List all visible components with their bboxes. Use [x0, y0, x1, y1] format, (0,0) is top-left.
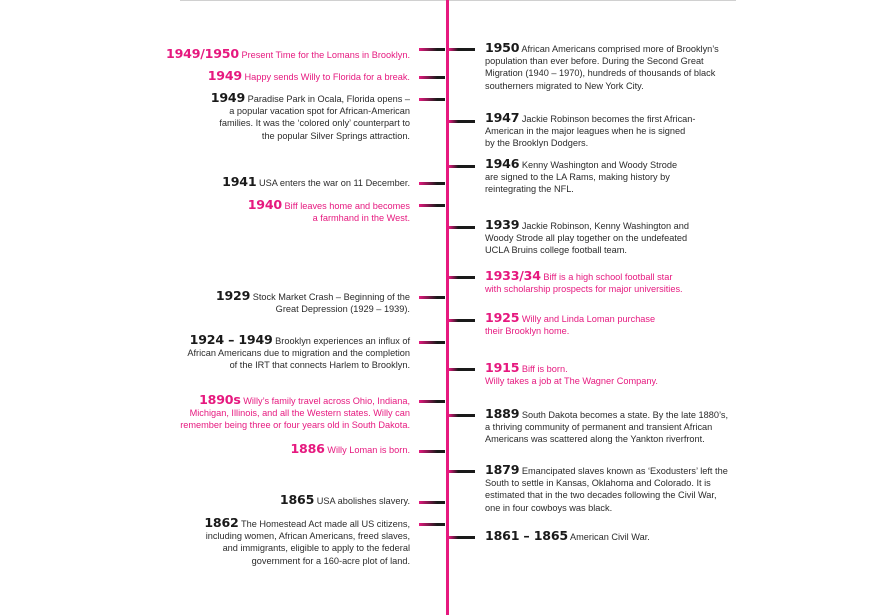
event-text: Willy takes a job at The Wagner Company. — [485, 376, 658, 387]
event-year: 1915 — [485, 360, 520, 375]
timeline-event — [485, 270, 683, 295]
timeline-tick — [419, 341, 445, 344]
event-text: Jackie Robinson becomes the first African- — [521, 114, 696, 124]
event-line — [166, 48, 410, 61]
timeline-tick — [419, 296, 445, 299]
event-line — [485, 433, 728, 445]
timeline-tick — [419, 450, 445, 453]
event-year: 1950 — [485, 40, 520, 55]
event-year: 1949 — [210, 90, 246, 105]
top-rule — [180, 0, 736, 1]
event-text: African Americans due to migration and the completion — [187, 348, 410, 359]
timeline-tick — [449, 319, 475, 322]
event-line — [485, 219, 689, 232]
event-text: UCLA Bruins college football team. — [485, 245, 627, 256]
event-year: 1879 — [485, 462, 520, 477]
timeline-tick — [449, 165, 475, 168]
timeline-tick — [419, 98, 445, 101]
event-line — [208, 70, 410, 83]
event-line — [216, 303, 410, 315]
event-year: 1933/34 — [485, 268, 541, 283]
event-text: are signed to the LA Rams, making history by — [485, 172, 670, 183]
timeline-tick — [419, 400, 445, 403]
event-line — [485, 464, 728, 477]
timeline-tick — [419, 182, 445, 185]
event-line — [485, 171, 677, 183]
event-text: Woody Strode all play together on the undefeated — [485, 233, 688, 244]
event-text: a popular vacation spot for African-American — [229, 106, 410, 117]
event-text: The Homestead Act made all US citizens, — [240, 519, 410, 529]
event-line — [187, 347, 410, 359]
event-text: of the IRT that connects Harlem to Brooklyn. — [229, 360, 410, 371]
event-text: Jackie Robinson, Kenny Washington and — [521, 221, 690, 231]
event-text: Happy sends Willy to Florida for a break. — [244, 72, 410, 82]
event-line — [204, 555, 410, 567]
event-text: estimated that in the two decades following the Civil War, — [485, 490, 717, 501]
timeline-tick — [449, 226, 475, 229]
timeline-axis — [446, 0, 449, 615]
timeline-tick — [449, 368, 475, 371]
event-line — [180, 394, 410, 407]
event-text: USA enters the war on 11 December. — [259, 178, 410, 188]
event-text: a thriving community of permanent and transient African — [485, 422, 713, 433]
event-line — [485, 244, 689, 256]
event-text: American in the major leagues when he is signed — [485, 126, 686, 137]
event-line — [485, 408, 728, 421]
timeline-event — [180, 394, 410, 432]
event-text: Willy’s family travel across Ohio, Indiana, — [243, 396, 410, 406]
event-text: American Civil War. — [570, 532, 650, 542]
event-line — [204, 517, 410, 530]
event-text: Migration (1940 – 1970), hundreds of thousands of black — [485, 68, 716, 79]
event-text: South to settle in Kansas, Oklahoma and Colorado. It is — [485, 478, 711, 489]
timeline-tick — [419, 523, 445, 526]
event-text: families. It was the ‘colored only’ counterpart to — [219, 118, 410, 129]
event-line — [485, 137, 695, 149]
timeline-tick — [419, 204, 445, 207]
event-line — [211, 117, 410, 129]
event-line — [485, 112, 695, 125]
event-year: 1861 – 1865 — [485, 528, 568, 543]
event-text: government for a 160-acre plot of land. — [251, 555, 410, 566]
event-line — [485, 502, 728, 514]
event-line — [485, 55, 719, 67]
event-line — [485, 477, 728, 489]
event-line — [216, 290, 410, 303]
event-line — [211, 130, 410, 142]
event-line — [204, 530, 410, 542]
event-year: 1862 — [204, 515, 239, 530]
event-text: including women, African Americans, freed slaves, — [205, 531, 410, 542]
event-text: Paradise Park in Ocala, Florida opens – — [247, 94, 410, 104]
timeline-tick — [449, 536, 475, 539]
event-text: Brooklyn experiences an influx of — [275, 336, 410, 346]
event-line — [290, 443, 410, 456]
event-text: population than ever before. During the Second Great — [485, 56, 704, 67]
event-text: Michigan, Illinois, and all the Western states. Willy can — [189, 408, 410, 419]
timeline-event — [222, 176, 410, 189]
timeline-event — [485, 219, 689, 257]
timeline-event — [216, 290, 410, 315]
timeline-tick — [419, 76, 445, 79]
event-line — [485, 67, 719, 79]
event-line — [485, 183, 677, 195]
event-line — [485, 158, 677, 171]
event-text: Biff leaves home and becomes — [284, 201, 410, 211]
event-line — [211, 105, 410, 117]
event-text: Willy and Linda Loman purchase — [521, 314, 656, 324]
event-year: 1940 — [247, 197, 282, 212]
timeline-event — [485, 112, 695, 150]
timeline-event — [485, 408, 728, 446]
event-year: 1929 — [215, 288, 251, 303]
event-text: South Dakota becomes a state. By the late 1880’s, — [521, 410, 728, 420]
event-text: African Americans comprised more of Brooklyn’s — [521, 44, 719, 54]
event-year: 1947 — [485, 110, 520, 125]
timeline-event — [187, 334, 410, 372]
event-line — [485, 42, 719, 55]
event-year: 1941 — [222, 174, 257, 189]
timeline-tick — [449, 120, 475, 123]
timeline-event — [204, 517, 410, 567]
event-year: 1886 — [290, 441, 325, 456]
timeline-event — [280, 494, 410, 507]
timeline-event — [485, 312, 655, 337]
event-text: Present Time for the Lomans in Brooklyn. — [241, 50, 410, 60]
event-text: their Brooklyn home. — [485, 326, 570, 337]
event-line — [485, 489, 728, 501]
timeline-event — [290, 443, 410, 456]
event-text: Emancipated slaves known as ‘Exodusters’ left the — [521, 466, 728, 476]
event-line — [485, 270, 683, 283]
event-line — [248, 199, 410, 212]
event-text: one in four cowboys was black. — [485, 502, 613, 513]
event-line — [485, 375, 658, 387]
event-line — [485, 232, 689, 244]
timeline-tick — [419, 501, 445, 504]
timeline-event — [211, 92, 410, 142]
event-text: remember being three or four years old in South Dakota. — [180, 420, 410, 431]
event-line — [485, 80, 719, 92]
event-line — [280, 494, 410, 507]
event-line — [248, 212, 410, 224]
event-line — [485, 421, 728, 433]
event-text: Kenny Washington and Woody Strode — [521, 160, 678, 170]
event-year: 1890s — [199, 392, 241, 407]
timeline-event — [485, 42, 719, 92]
event-text: Biff is born. — [521, 364, 568, 374]
event-text: Stock Market Crash – Beginning of the — [252, 292, 410, 302]
timeline-event — [485, 530, 650, 543]
event-text: the popular Silver Springs attraction. — [261, 130, 410, 141]
timeline-event — [248, 199, 410, 224]
event-text: by the Brooklyn Dodgers. — [485, 138, 589, 149]
event-text: southerners migrated to New York City. — [485, 80, 644, 91]
event-year: 1939 — [485, 217, 520, 232]
event-line — [485, 362, 658, 375]
timeline-tick — [449, 48, 475, 51]
event-year: 1949/1950 — [166, 46, 239, 61]
event-text: Great Depression (1929 – 1939). — [275, 304, 410, 315]
event-line — [211, 92, 410, 105]
event-line — [485, 125, 695, 137]
event-line — [180, 419, 410, 431]
timeline-event — [485, 158, 677, 196]
event-year: 1889 — [485, 406, 520, 421]
timeline-event — [166, 48, 410, 61]
timeline-event — [208, 70, 410, 83]
event-text: reintegrating the NFL. — [485, 184, 574, 195]
event-line — [485, 312, 655, 325]
event-year: 1949 — [207, 68, 242, 83]
event-year: 1946 — [485, 156, 520, 171]
event-line — [485, 283, 683, 295]
event-year: 1924 – 1949 — [189, 332, 273, 347]
event-year: 1925 — [485, 310, 520, 325]
timeline-tick — [419, 48, 445, 51]
event-text: Americans was scattered along the Yankton riverfront. — [485, 434, 705, 445]
timeline-tick — [449, 470, 475, 473]
event-line — [187, 334, 410, 347]
event-text: USA abolishes slavery. — [316, 496, 410, 506]
event-text: and immigrants, eligible to apply to the federal — [222, 543, 410, 554]
timeline-event — [485, 464, 728, 514]
event-line — [204, 542, 410, 554]
event-line — [222, 176, 410, 189]
event-line — [180, 407, 410, 419]
event-text: Biff is a high school football star — [543, 272, 673, 282]
timeline-tick — [449, 414, 475, 417]
event-text: Willy Loman is born. — [327, 445, 410, 455]
timeline-tick — [449, 276, 475, 279]
event-line — [485, 325, 655, 337]
event-year: 1865 — [279, 492, 315, 507]
event-line — [187, 359, 410, 371]
timeline-event — [485, 362, 658, 387]
event-text: with scholarship prospects for major universities. — [485, 284, 683, 295]
event-text: a farmhand in the West. — [312, 213, 410, 224]
event-line — [485, 530, 650, 543]
